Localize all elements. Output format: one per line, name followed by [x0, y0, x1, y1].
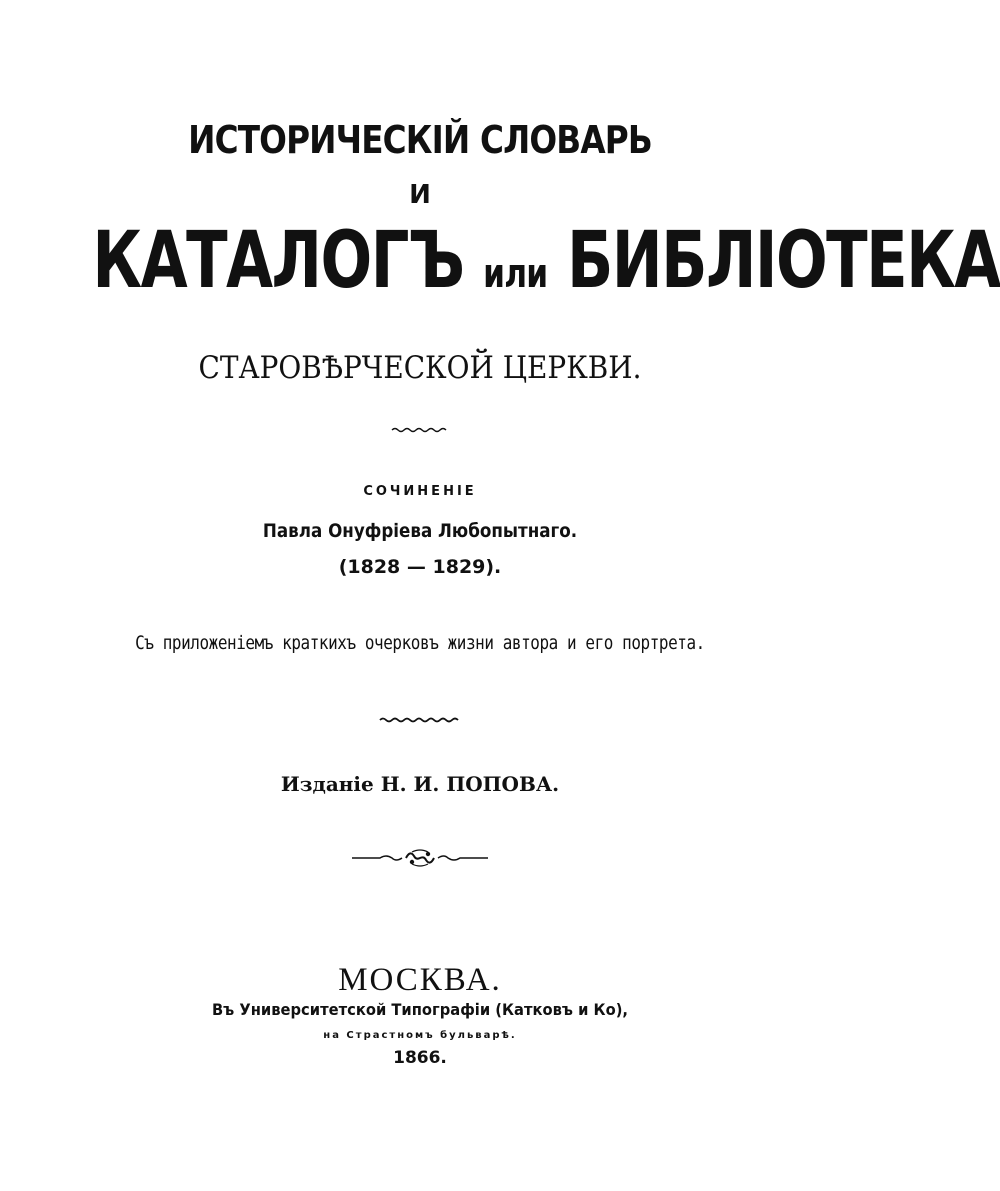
wavy-divider-icon [390, 425, 450, 435]
title-line-1: ИСТОРИЧЕСКІЙ СЛОВАРЬ [188, 118, 652, 162]
imprint-city: МОСКВА. [338, 962, 502, 998]
appendix-note: Съ приложеніемъ краткихъ очерковъ жизни автора и его портрета. [135, 632, 705, 654]
years: (1828 — 1829). [338, 556, 502, 578]
title-conjunction: И [409, 180, 431, 210]
wavy-divider-1 [0, 420, 840, 439]
ornamental-divider [0, 848, 840, 872]
title-line-2 [92, 216, 1000, 306]
title-library-word: БИБЛІОТЕКА [566, 216, 1000, 306]
author-name: Павла Онуфріева Любопытнаго. [262, 520, 578, 542]
imprint-year: 1866. [393, 1048, 447, 1068]
publisher: Изданіе Н. И. ПОПОВА. [280, 772, 560, 796]
wavy-divider-2 [0, 710, 840, 729]
ornament-icon [350, 848, 490, 868]
imprint-address: на Страстномъ бульварѣ. [323, 1030, 517, 1041]
title-ili-word: или [483, 251, 548, 297]
title-catalog-word: КАТАЛОГЪ [92, 216, 464, 306]
wavy-divider-icon [378, 715, 462, 725]
title-line-3: СТАРОВѢРЧЕСКОЙ ЦЕРКВИ. [198, 350, 642, 386]
imprint-press: Въ Университетской Типографіи (Катковъ и Ко), [211, 1000, 629, 1019]
work-label: СОЧИНЕНІЕ [363, 484, 477, 499]
